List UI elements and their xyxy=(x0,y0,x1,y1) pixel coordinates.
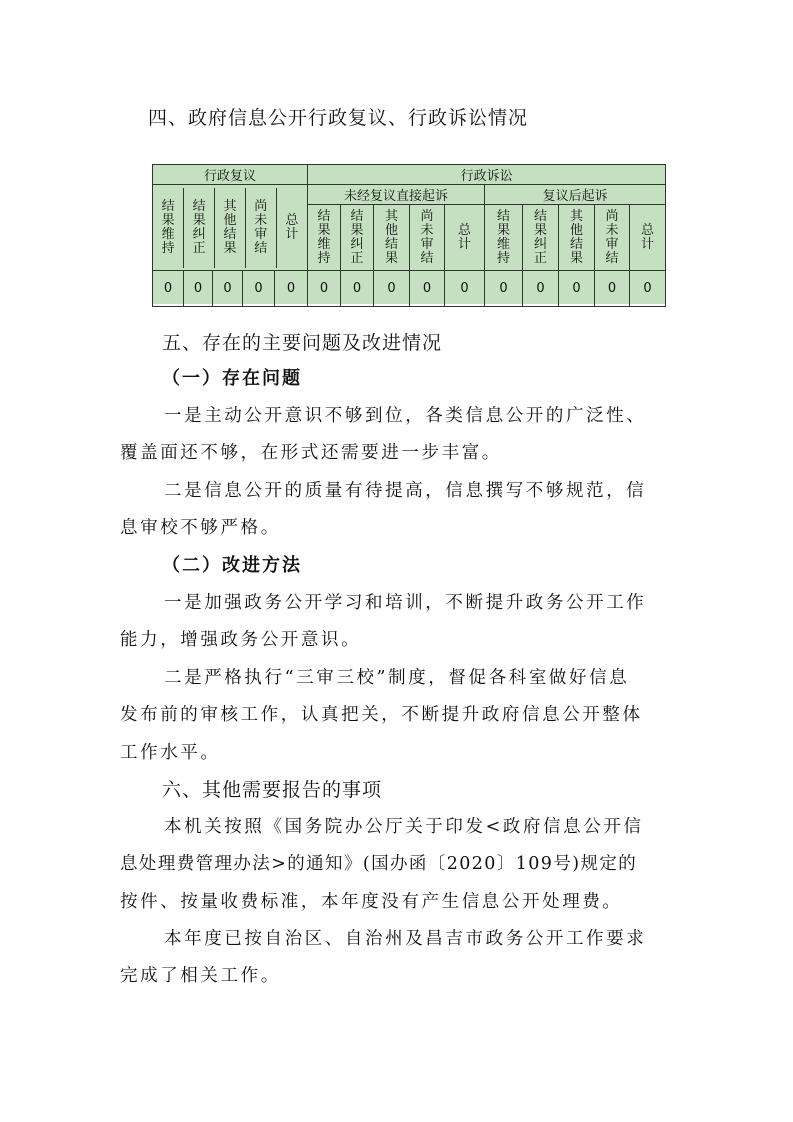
value-cell: 0 xyxy=(410,271,445,307)
paragraph-line: 按件、按量收费标准，本年度没有产生信息公开处理费。 xyxy=(120,892,623,912)
direct-col-total: 总计 xyxy=(458,222,472,252)
header-administrative-litigation: 行政诉讼 xyxy=(308,165,666,185)
value-cell: 0 xyxy=(445,271,485,307)
value-cell: 0 xyxy=(559,271,595,307)
paragraph-line: 完成了相关工作。 xyxy=(120,966,281,986)
header-after-review-litigation: 复议后起诉 xyxy=(485,185,666,205)
value-cell: 0 xyxy=(243,271,275,307)
value-cell: 0 xyxy=(374,271,410,307)
paragraph-line: 能力，增强政务公开意识。 xyxy=(120,630,362,650)
after-col-pending: 尚未审结 xyxy=(605,208,619,266)
review-col-corrected: 结果纠正 xyxy=(192,198,206,256)
paragraph-line: 覆盖面还不够，在形式还需要进一步丰富。 xyxy=(120,443,502,463)
header-direct-litigation: 未经复议直接起诉 xyxy=(308,185,485,205)
section-5-heading: 五、存在的主要问题及改进情况 xyxy=(162,332,443,354)
value-cell: 0 xyxy=(595,271,630,307)
paragraph-line: 二是信息公开的质量有待提高，信息撰写不够规范，信 xyxy=(164,481,647,501)
paragraph-line: 一是加强政务公开学习和培训，不断提升政务公开工作 xyxy=(164,593,647,613)
section-4-heading: 四、政府信息公开行政复议、行政诉讼情况 xyxy=(148,107,529,129)
review-col-pending: 尚未审结 xyxy=(254,198,268,256)
direct-col-maintained: 结果维持 xyxy=(317,208,331,266)
after-col-total: 总计 xyxy=(641,222,655,252)
direct-col-pending: 尚未审结 xyxy=(420,208,434,266)
paragraph-line: 一是主动公开意识不够到位，各类信息公开的广泛性、 xyxy=(164,406,647,426)
direct-col-other: 其他结果 xyxy=(385,208,399,266)
after-col-corrected: 结果纠正 xyxy=(534,208,548,266)
value-cell: 0 xyxy=(275,271,308,307)
value-cell: 0 xyxy=(153,271,184,307)
value-cell: 0 xyxy=(308,271,341,307)
value-cell: 0 xyxy=(523,271,559,307)
section-6-heading: 六、其他需要报告的事项 xyxy=(162,779,383,801)
direct-col-corrected: 结果纠正 xyxy=(350,208,364,266)
subheading-improvements: （二）改进方法 xyxy=(162,555,302,576)
review-litigation-table xyxy=(152,164,665,304)
value-cell: 0 xyxy=(341,271,374,307)
review-col-other: 其他结果 xyxy=(223,198,237,256)
paragraph-line: 息审校不够严格。 xyxy=(120,518,281,538)
paragraph-line: 本年度已按自治区、自治州及昌吉市政务公开工作要求 xyxy=(164,929,647,949)
value-cell: 0 xyxy=(485,271,523,307)
value-cell: 0 xyxy=(184,271,213,307)
paragraph-line: 息处理费管理办法>的通知》(国办函〔2020〕109号)规定的 xyxy=(120,854,638,874)
review-col-total: 总计 xyxy=(285,212,299,242)
paragraph-line: 发布前的审核工作，认真把关，不断提升政府信息公开整体 xyxy=(120,705,643,725)
paragraph-line: 本机关按照《国务院办公厅关于印发<政府信息公开信 xyxy=(164,817,644,837)
review-col-maintained: 结果维持 xyxy=(161,198,175,256)
value-cell: 0 xyxy=(630,271,666,307)
after-col-maintained: 结果维持 xyxy=(497,208,511,266)
header-administrative-review: 行政复议 xyxy=(153,165,308,185)
review-columns-cell xyxy=(153,185,308,271)
subheading-problems: （一）存在问题 xyxy=(162,368,302,389)
paragraph-line: 工作水平。 xyxy=(120,743,221,763)
after-col-other: 其他结果 xyxy=(570,208,584,266)
paragraph-line: 二是严格执行“三审三校”制度，督促各科室做好信息 xyxy=(164,668,630,688)
value-cell: 0 xyxy=(213,271,243,307)
